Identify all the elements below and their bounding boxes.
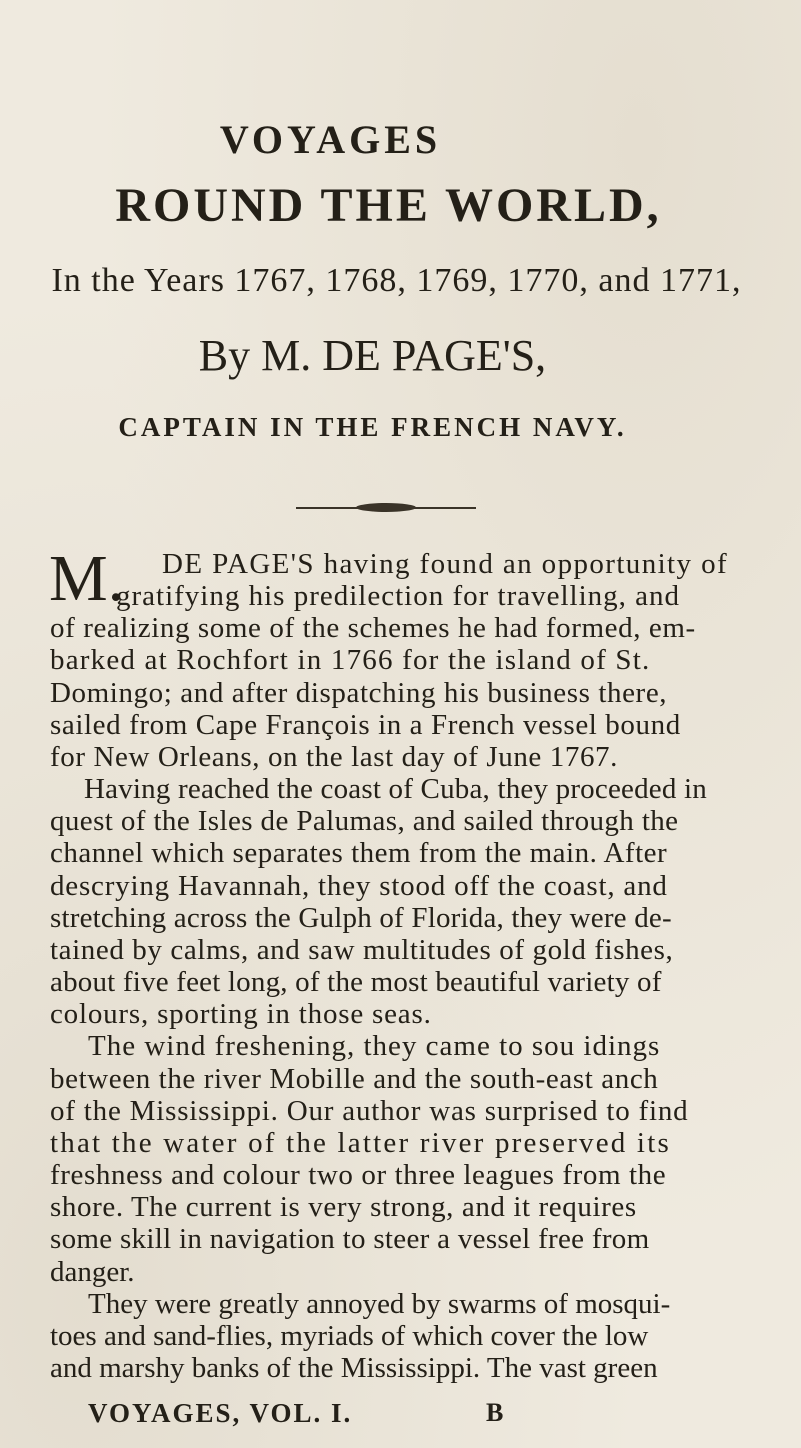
body-line: tained by calms, and saw multitudes of gold fishes, bbox=[50, 934, 674, 966]
body-line: toes and sand-flies, myriads of which cover the low bbox=[50, 1320, 649, 1352]
decorative-rule-ornament bbox=[356, 503, 416, 512]
body-line: for New Orleans, on the last day of June 1767. bbox=[50, 741, 618, 773]
body-line: that the water of the latter river preserved its bbox=[50, 1127, 671, 1159]
title-years: In the Years 1767, 1768, 1769, 1770, and 1771, bbox=[51, 262, 742, 299]
body-line: of the Mississippi. Our author was surprised to find bbox=[50, 1095, 689, 1127]
body-line: freshness and colour two or three leagues from the bbox=[50, 1159, 667, 1191]
body-line: colours, sporting in those seas. bbox=[50, 998, 432, 1030]
body-line: barked at Rochfort in 1766 for the island of St. bbox=[50, 644, 651, 676]
body-line: Domingo; and after dispatching his business there, bbox=[50, 677, 668, 709]
body-line: sailed from Cape François in a French vessel bound bbox=[50, 709, 681, 741]
body-line: and marshy banks of the Mississippi. The vast green bbox=[50, 1352, 658, 1384]
body-line: of realizing some of the schemes he had formed, em- bbox=[50, 612, 696, 644]
body-line: danger. bbox=[50, 1256, 135, 1288]
body-line: DE PAGE'S having found an opportunity of bbox=[162, 548, 729, 580]
body-line: descrying Havannah, they stood off the coast, and bbox=[50, 870, 668, 902]
body-line: about five feet long, of the most beautiful variety of bbox=[50, 966, 662, 998]
body-line: They were greatly annoyed by swarms of mosqui- bbox=[88, 1288, 671, 1320]
drop-cap: M. bbox=[49, 542, 125, 615]
title-voyages: VOYAGES bbox=[219, 117, 442, 162]
running-footer: VOYAGES, VOL. I. bbox=[88, 1398, 353, 1428]
body-line: gratifying his predilection for travelling, and bbox=[116, 580, 681, 612]
title-author: By M. DE PAGE'S, bbox=[198, 331, 547, 380]
body-line: The wind freshening, they came to sou idings bbox=[88, 1030, 661, 1062]
title-captain: CAPTAIN IN THE FRENCH NAVY. bbox=[118, 412, 627, 442]
signature-mark: B bbox=[486, 1398, 504, 1427]
body-line: channel which separates them from the main. After bbox=[50, 837, 668, 869]
body-line: some skill in navigation to steer a vessel free from bbox=[50, 1223, 650, 1255]
body-line: Having reached the coast of Cuba, they proceeded in bbox=[84, 773, 707, 805]
title-round-the-world: ROUND THE WORLD, bbox=[115, 179, 662, 232]
body-line: quest of the Isles de Palumas, and sailed through the bbox=[50, 805, 679, 837]
body-line: shore. The current is very strong, and it requires bbox=[50, 1191, 637, 1223]
body-line: stretching across the Gulph of Florida, they were de- bbox=[50, 902, 672, 934]
body-line: between the river Mobille and the south-east anch bbox=[50, 1063, 659, 1095]
